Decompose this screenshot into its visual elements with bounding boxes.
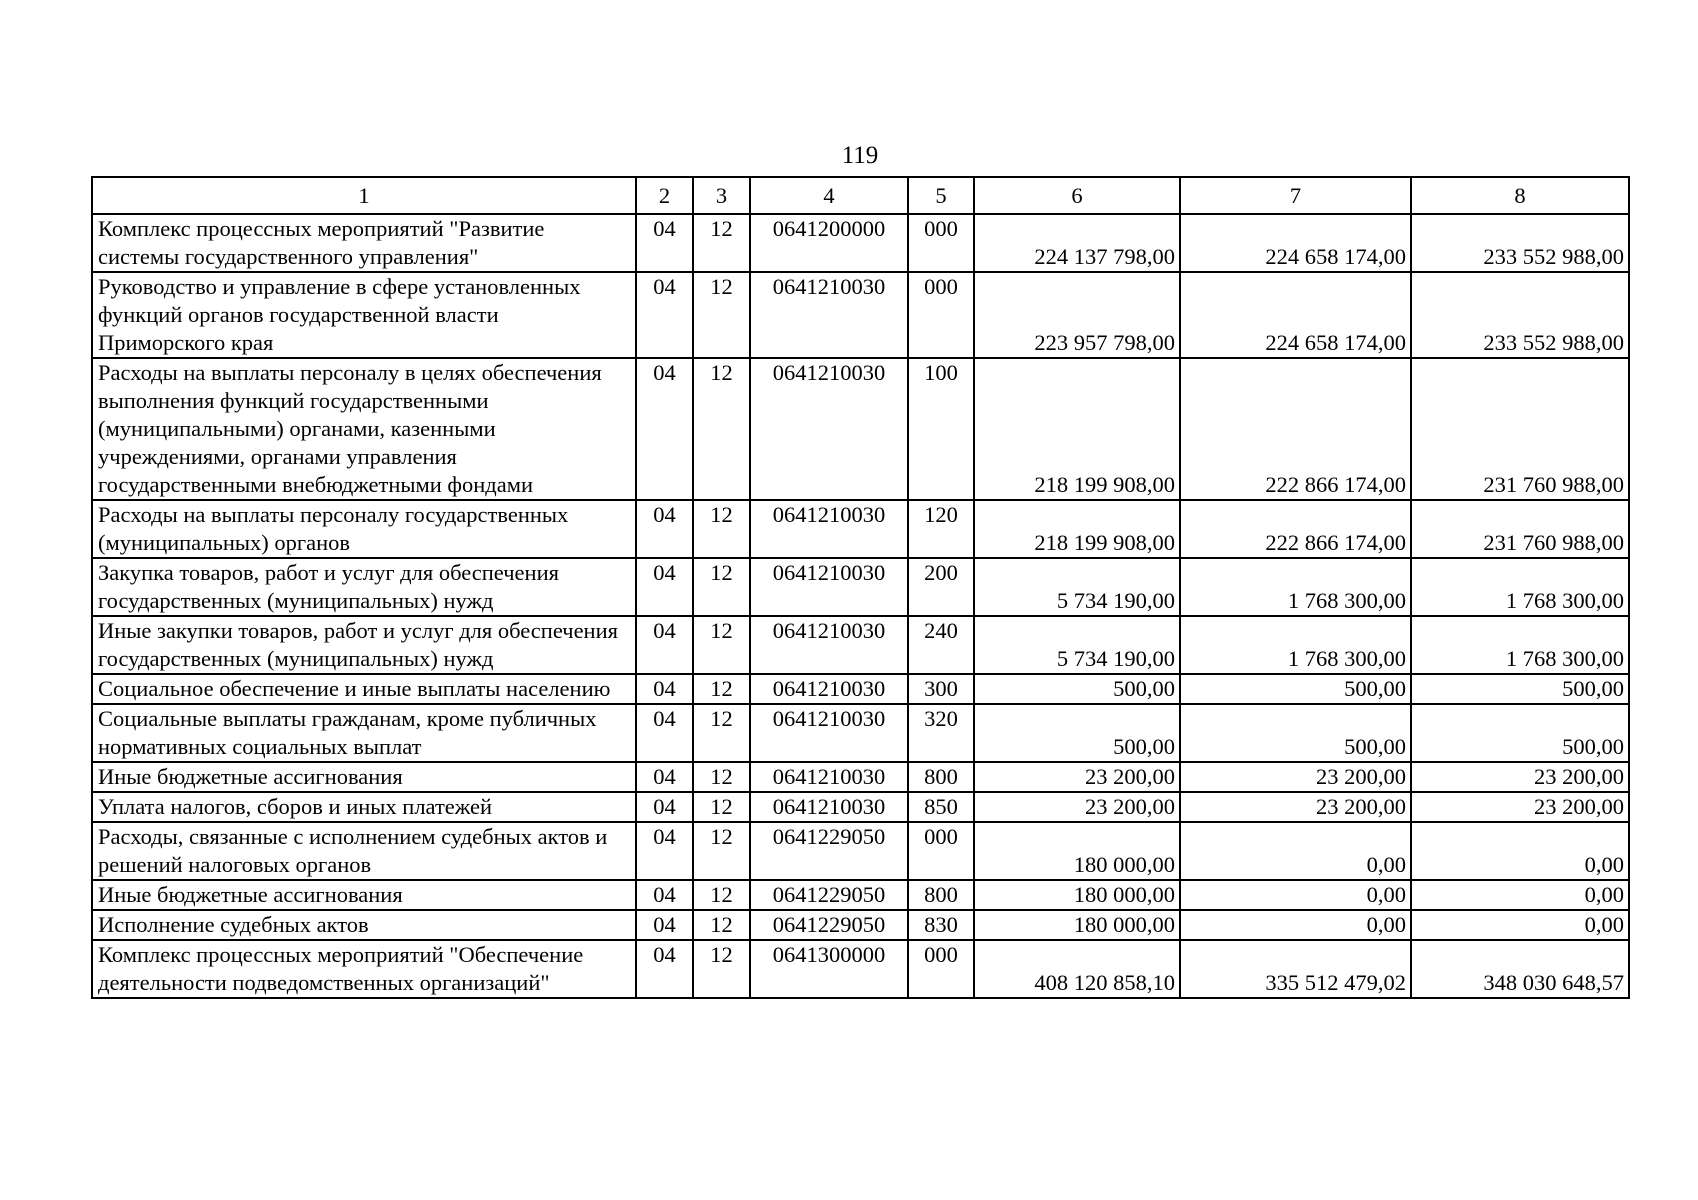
subsection-code-cell: 12: [693, 558, 750, 616]
target-article-cell: 0641210030: [750, 272, 908, 358]
amount-col8-cell: 23 200,00: [1411, 762, 1629, 792]
section-code-cell: 04: [636, 910, 693, 940]
amount-col7-cell: 23 200,00: [1180, 762, 1411, 792]
section-code-cell: 04: [636, 940, 693, 998]
amount-col8-cell: 231 760 988,00: [1411, 358, 1629, 500]
expense-type-cell: 000: [908, 272, 974, 358]
column-header: 1: [92, 177, 636, 214]
amount-col7-cell: 335 512 479,02: [1180, 940, 1411, 998]
section-code-cell: 04: [636, 880, 693, 910]
table-row: [92, 762, 1629, 792]
row-name-cell: Социальное обеспечение и иные выплаты населению: [92, 674, 636, 704]
table-row: [92, 880, 1629, 910]
subsection-code-cell: 12: [693, 880, 750, 910]
target-article-cell: 0641200000: [750, 214, 908, 272]
section-code-cell: 04: [636, 616, 693, 674]
amount-col6-cell: 223 957 798,00: [974, 272, 1180, 358]
expense-type-cell: 100: [908, 358, 974, 500]
section-code-cell: 04: [636, 500, 693, 558]
amount-col7-cell: 0,00: [1180, 822, 1411, 880]
row-name-cell: Иные закупки товаров, работ и услуг для обеспечения государственных (муниципальных) нужд: [92, 616, 636, 674]
page-number: 119: [841, 142, 879, 169]
subsection-code-cell: 12: [693, 616, 750, 674]
amount-col6-cell: 5 734 190,00: [974, 616, 1180, 674]
column-header: 4: [750, 177, 908, 214]
amount-col8-cell: 500,00: [1411, 674, 1629, 704]
amount-col8-cell: 1 768 300,00: [1411, 616, 1629, 674]
table-row: [92, 500, 1629, 558]
subsection-code-cell: 12: [693, 674, 750, 704]
amount-col8-cell: 23 200,00: [1411, 792, 1629, 822]
target-article-cell: 0641210030: [750, 704, 908, 762]
row-name-cell: Комплекс процессных мероприятий "Обеспечение деятельности подведомственных организаций": [92, 940, 636, 998]
amount-col6-cell: 5 734 190,00: [974, 558, 1180, 616]
target-article-cell: 0641210030: [750, 674, 908, 704]
row-name-cell: Расходы, связанные с исполнением судебных актов и решений налоговых органов: [92, 822, 636, 880]
amount-col8-cell: 233 552 988,00: [1411, 214, 1629, 272]
amount-col6-cell: 180 000,00: [974, 822, 1180, 880]
row-name-cell: Закупка товаров, работ и услуг для обеспечения государственных (муниципальных) нужд: [92, 558, 636, 616]
amount-col7-cell: 222 866 174,00: [1180, 358, 1411, 500]
amount-col7-cell: 0,00: [1180, 880, 1411, 910]
row-name-cell: Уплата налогов, сборов и иных платежей: [92, 792, 636, 822]
table-row: [92, 822, 1629, 880]
section-code-cell: 04: [636, 272, 693, 358]
subsection-code-cell: 12: [693, 704, 750, 762]
subsection-code-cell: 12: [693, 792, 750, 822]
target-article-cell: 0641210030: [750, 762, 908, 792]
section-code-cell: 04: [636, 822, 693, 880]
target-article-cell: 0641210030: [750, 358, 908, 500]
subsection-code-cell: 12: [693, 358, 750, 500]
target-article-cell: 0641229050: [750, 910, 908, 940]
amount-col6-cell: 218 199 908,00: [974, 500, 1180, 558]
header-row: [92, 177, 1629, 214]
column-header: 6: [974, 177, 1180, 214]
table-row: [92, 674, 1629, 704]
amount-col6-cell: 23 200,00: [974, 792, 1180, 822]
row-name-cell: Социальные выплаты гражданам, кроме публичных нормативных социальных выплат: [92, 704, 636, 762]
section-code-cell: 04: [636, 762, 693, 792]
row-name-cell: Руководство и управление в сфере установленных функций органов государственной власти Приморского края: [92, 272, 636, 358]
expense-type-cell: 000: [908, 822, 974, 880]
amount-col7-cell: 224 658 174,00: [1180, 272, 1411, 358]
target-article-cell: 0641229050: [750, 880, 908, 910]
amount-col7-cell: 500,00: [1180, 704, 1411, 762]
target-article-cell: 0641210030: [750, 616, 908, 674]
subsection-code-cell: 12: [693, 822, 750, 880]
budget-table: [91, 176, 1630, 999]
subsection-code-cell: 12: [693, 272, 750, 358]
row-name-cell: Иные бюджетные ассигнования: [92, 880, 636, 910]
subsection-code-cell: 12: [693, 940, 750, 998]
expense-type-cell: 300: [908, 674, 974, 704]
section-code-cell: 04: [636, 674, 693, 704]
table-row: [92, 272, 1629, 358]
expense-type-cell: 830: [908, 910, 974, 940]
expense-type-cell: 320: [908, 704, 974, 762]
amount-col7-cell: 222 866 174,00: [1180, 500, 1411, 558]
subsection-code-cell: 12: [693, 214, 750, 272]
section-code-cell: 04: [636, 214, 693, 272]
section-code-cell: 04: [636, 558, 693, 616]
table-row: [92, 214, 1629, 272]
row-name-cell: Иные бюджетные ассигнования: [92, 762, 636, 792]
column-header: 8: [1411, 177, 1629, 214]
amount-col7-cell: 1 768 300,00: [1180, 558, 1411, 616]
amount-col8-cell: 348 030 648,57: [1411, 940, 1629, 998]
expense-type-cell: 240: [908, 616, 974, 674]
amount-col6-cell: 23 200,00: [974, 762, 1180, 792]
target-article-cell: 0641229050: [750, 822, 908, 880]
amount-col7-cell: 0,00: [1180, 910, 1411, 940]
row-name-cell: Комплекс процессных мероприятий "Развитие системы государственного управления": [92, 214, 636, 272]
amount-col7-cell: 23 200,00: [1180, 792, 1411, 822]
amount-col6-cell: 408 120 858,10: [974, 940, 1180, 998]
column-header: 3: [693, 177, 750, 214]
amount-col6-cell: 224 137 798,00: [974, 214, 1180, 272]
row-name-cell: Расходы на выплаты персоналу государственных (муниципальных) органов: [92, 500, 636, 558]
amount-col8-cell: 0,00: [1411, 822, 1629, 880]
target-article-cell: 0641300000: [750, 940, 908, 998]
expense-type-cell: 850: [908, 792, 974, 822]
section-code-cell: 04: [636, 792, 693, 822]
section-code-cell: 04: [636, 358, 693, 500]
row-name-cell: Расходы на выплаты персоналу в целях обеспечения выполнения функций государственными (муниципальными) органами, казенными учреждениями, органами управления государственными внебюджетными фондами: [92, 358, 636, 500]
expense-type-cell: 120: [908, 500, 974, 558]
column-header: 2: [636, 177, 693, 214]
table-row: [92, 792, 1629, 822]
expense-type-cell: 800: [908, 762, 974, 792]
row-name-cell: Исполнение судебных актов: [92, 910, 636, 940]
table-row: [92, 358, 1629, 500]
target-article-cell: 0641210030: [750, 500, 908, 558]
subsection-code-cell: 12: [693, 762, 750, 792]
amount-col7-cell: 1 768 300,00: [1180, 616, 1411, 674]
amount-col8-cell: 1 768 300,00: [1411, 558, 1629, 616]
target-article-cell: 0641210030: [750, 792, 908, 822]
expense-type-cell: 000: [908, 214, 974, 272]
subsection-code-cell: 12: [693, 910, 750, 940]
amount-col6-cell: 500,00: [974, 674, 1180, 704]
section-code-cell: 04: [636, 704, 693, 762]
column-header: 7: [1180, 177, 1411, 214]
expense-type-cell: 200: [908, 558, 974, 616]
expense-type-cell: 000: [908, 940, 974, 998]
target-article-cell: 0641210030: [750, 558, 908, 616]
amount-col8-cell: 500,00: [1411, 704, 1629, 762]
amount-col6-cell: 218 199 908,00: [974, 358, 1180, 500]
amount-col8-cell: 233 552 988,00: [1411, 272, 1629, 358]
amount-col8-cell: 231 760 988,00: [1411, 500, 1629, 558]
table-row: [92, 616, 1629, 674]
table-row: [92, 910, 1629, 940]
subsection-code-cell: 12: [693, 500, 750, 558]
amount-col7-cell: 224 658 174,00: [1180, 214, 1411, 272]
amount-col6-cell: 500,00: [974, 704, 1180, 762]
amount-col8-cell: 0,00: [1411, 880, 1629, 910]
amount-col7-cell: 500,00: [1180, 674, 1411, 704]
amount-col6-cell: 180 000,00: [974, 910, 1180, 940]
expense-type-cell: 800: [908, 880, 974, 910]
amount-col6-cell: 180 000,00: [974, 880, 1180, 910]
column-header: 5: [908, 177, 974, 214]
amount-col8-cell: 0,00: [1411, 910, 1629, 940]
table-row: [92, 940, 1629, 998]
table-row: [92, 558, 1629, 616]
table-row: [92, 704, 1629, 762]
